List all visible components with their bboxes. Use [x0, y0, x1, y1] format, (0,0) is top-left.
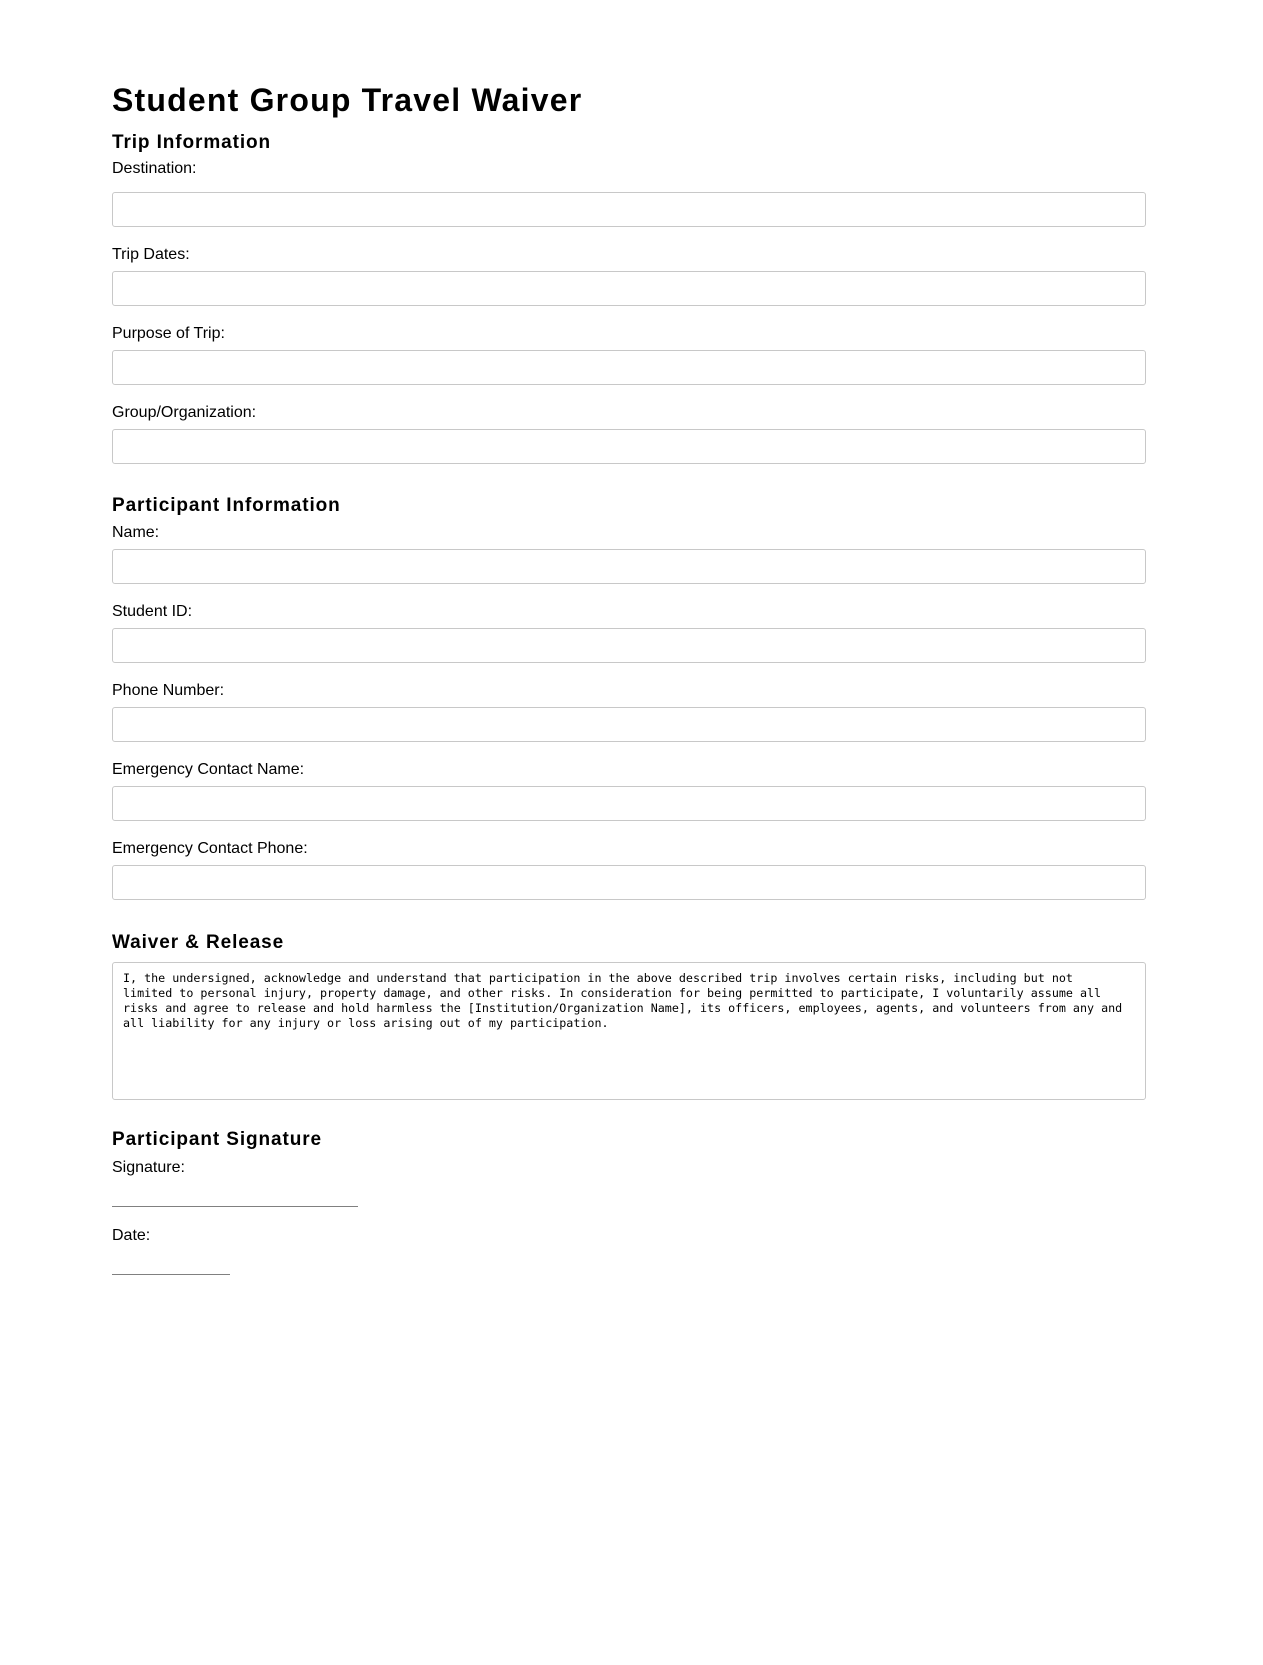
group-organization-label: Group/Organization: — [112, 404, 257, 421]
participant-information-heading: Participant Information — [112, 495, 341, 516]
phone-number-input[interactable] — [112, 707, 1146, 742]
student-id-input[interactable] — [112, 628, 1146, 663]
signature-line[interactable] — [112, 1206, 358, 1207]
trip-dates-label: Trip Dates: — [112, 246, 190, 263]
waiver-release-heading: Waiver & Release — [112, 932, 285, 953]
signature-label: Signature: — [112, 1159, 185, 1176]
date-label: Date: — [112, 1227, 151, 1244]
emergency-contact-phone-input[interactable] — [112, 865, 1146, 900]
group-organization-input[interactable] — [112, 429, 1146, 464]
page-title: Student Group Travel Waiver — [112, 82, 583, 118]
date-line[interactable] — [112, 1274, 230, 1275]
emergency-contact-name-input[interactable] — [112, 786, 1146, 821]
student-id-label: Student ID: — [112, 603, 193, 620]
destination-input[interactable] — [112, 192, 1146, 227]
waiver-textarea[interactable]: I, the undersigned, acknowledge and understand that participation in the above described trip involves certain risks, including but not limited to personal injury, property damage, and other risks. In consideration for being permitted to participate, I voluntarily assume all risks and agree to release and hold harmless the [Institution/Organization Name], its officers, employees, agents, and volunteers from any and all liability for any injury or loss arising out of my participation. — [112, 962, 1146, 1100]
emergency-contact-name-label: Emergency Contact Name: — [112, 761, 305, 778]
phone-number-label: Phone Number: — [112, 682, 225, 699]
name-label: Name: — [112, 524, 160, 541]
trip-dates-input[interactable] — [112, 271, 1146, 306]
purpose-of-trip-label: Purpose of Trip: — [112, 325, 225, 342]
purpose-of-trip-input[interactable] — [112, 350, 1146, 385]
emergency-contact-phone-label: Emergency Contact Phone: — [112, 840, 308, 857]
destination-label: Destination: — [112, 160, 197, 177]
participant-signature-heading: Participant Signature — [112, 1129, 322, 1150]
name-input[interactable] — [112, 549, 1146, 584]
trip-information-heading: Trip Information — [112, 132, 272, 153]
